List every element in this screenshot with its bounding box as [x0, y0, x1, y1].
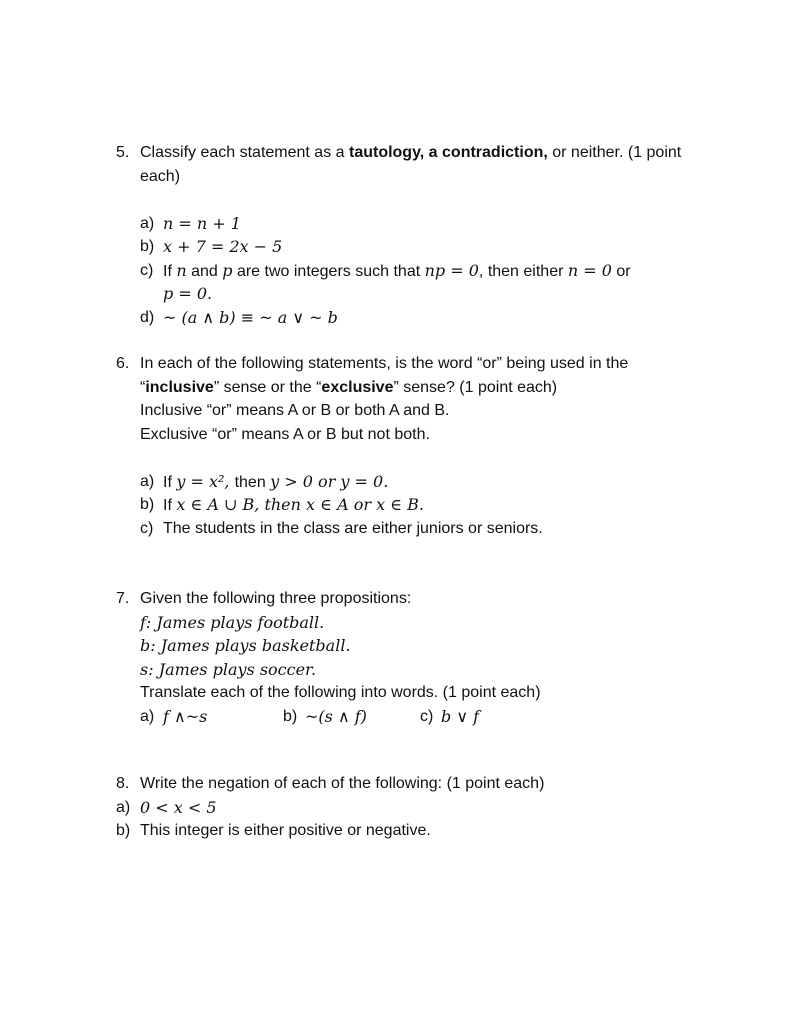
proposition-b: b: James plays basketball. [140, 636, 351, 655]
question-instruction: Translate each of the following into words. (1 point each) [140, 684, 541, 701]
question-number: 5. [116, 144, 130, 161]
q5-item-b: b) x + 7 = 2x − 5 [140, 237, 283, 256]
q6-item-a: a) If y = x², then y > 0 or y = 0. [140, 471, 389, 491]
q5-item-c: c) If n and p are two integers such that np = 0, then either n = 0 or [140, 260, 631, 280]
q8-item-a: a) 0 < x < 5 [116, 797, 217, 817]
q5-item-a: a) n = n + 1 [140, 213, 241, 233]
proposition-f: f: James plays football. [140, 612, 325, 632]
question-text-cont: “inclusive” sense or the “exclusive” sense? (1 point each) [140, 378, 558, 396]
question-6 [0, 352, 791, 540]
exclusive-definition: Exclusive “or” means A or B but not both. [140, 425, 430, 443]
q5-item-d: d) ~ (a ∧ b) ≡ ~ a ∨ ~ b [140, 307, 338, 327]
question-7 [0, 587, 791, 728]
q5-item-c-cont: p = 0. [163, 284, 213, 303]
question-number: 7. [116, 590, 130, 607]
q8-item-b: b) This integer is either positive or negative. [116, 822, 431, 839]
q7-parts: a) f ∧~s b) ~(s ∧ f) c) b ∨ f [140, 706, 480, 726]
question-number: 8. [116, 775, 130, 792]
question-5 [0, 141, 791, 329]
proposition-s: s: James plays soccer. [140, 659, 317, 679]
question-text: Write the negation of each of the following: (1 point each) [140, 775, 545, 792]
question-text: In each of the following statements, is the word “or” being used in the [140, 355, 629, 372]
inclusive-definition: Inclusive “or” means A or B or both A and B. [140, 402, 450, 419]
question-text: Classify each statement as a tautology, a contradiction, or neither. (1 point [140, 144, 682, 161]
question-text: Given the following three propositions: [140, 590, 412, 607]
q6-item-b: b) If x ∈ A ∪ B, then x ∈ A or x ∈ B. [140, 495, 424, 514]
question-8 [0, 772, 791, 843]
question-text-cont: each) [140, 167, 181, 185]
question-number: 6. [116, 355, 130, 372]
q6-item-c: c) The students in the class are either juniors or seniors. [140, 519, 543, 537]
